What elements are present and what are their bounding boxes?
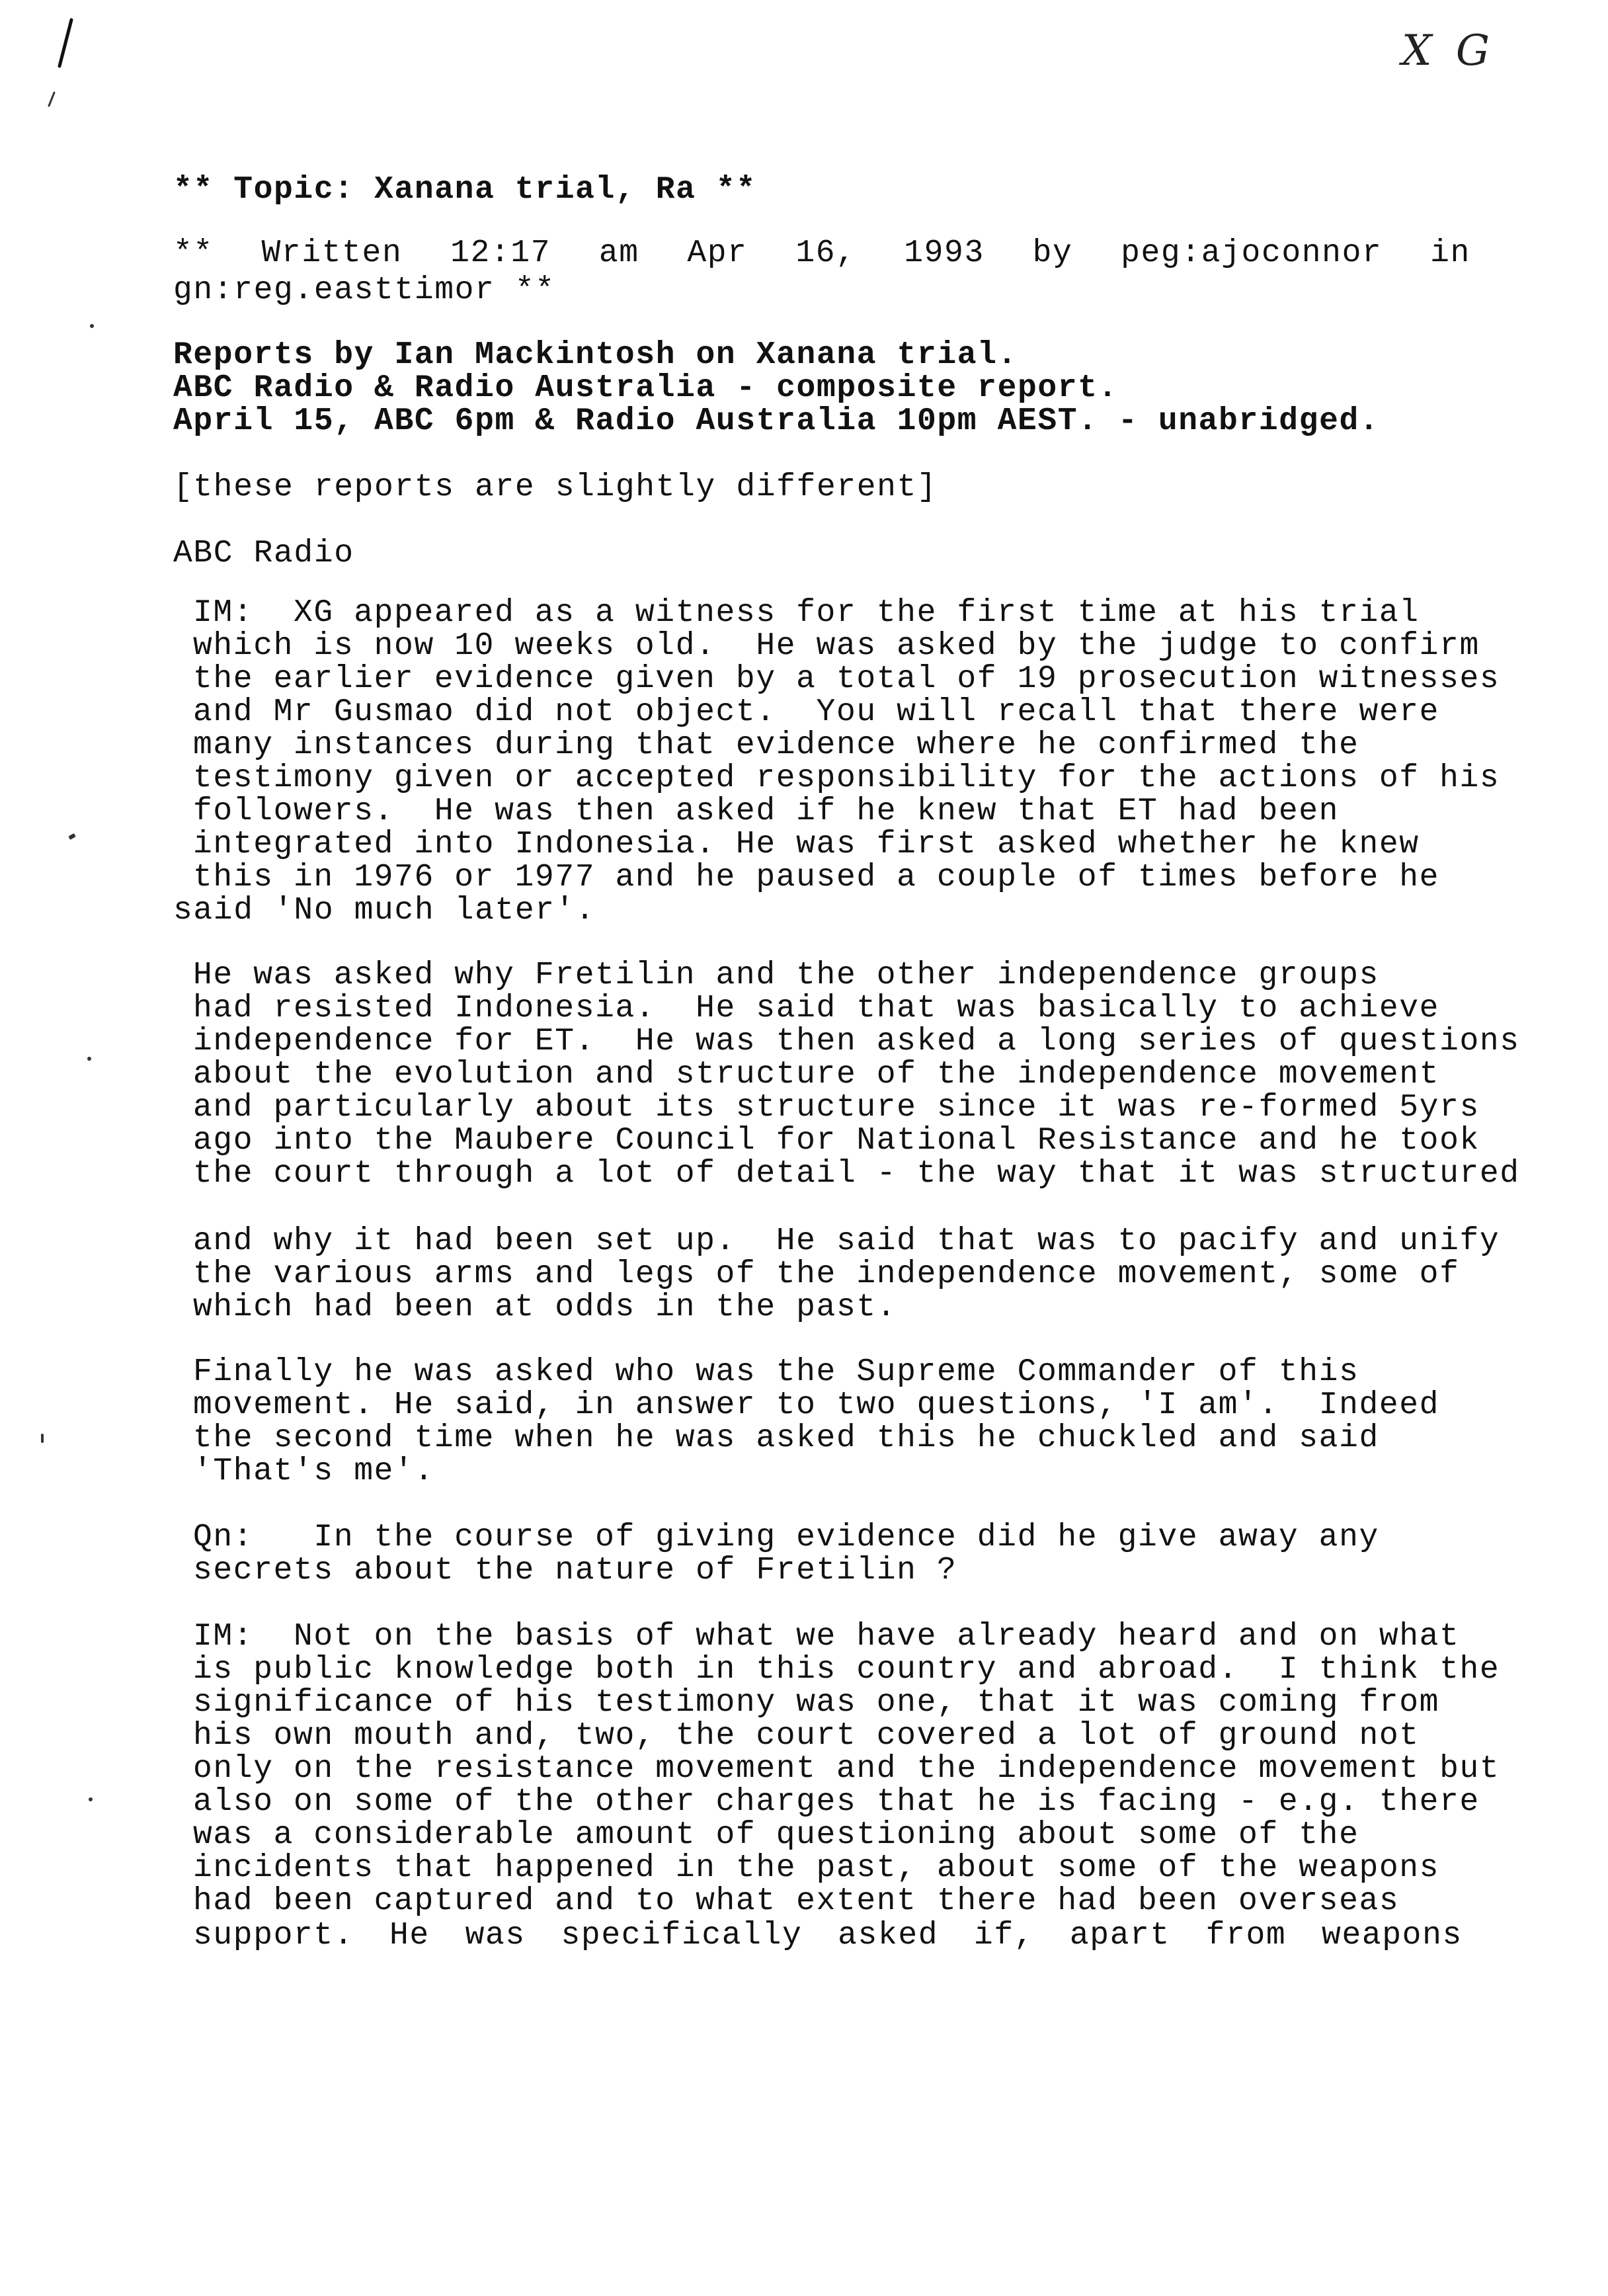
written-line-word: am [598, 235, 639, 271]
written-line-word: Written [261, 235, 403, 271]
margin-speck [68, 833, 76, 840]
p5-line: significance of his testimony was one, that it was coming from [193, 1685, 1440, 1721]
p3-line: and why it had been set up. He said that was to pacify and unify [193, 1223, 1500, 1259]
p5-line: was a considerable amount of questioning about some of the [193, 1817, 1359, 1853]
topic-line: ** Topic: Xanana trial, Ra ** [173, 172, 756, 208]
p1-line: said 'No much later'. [173, 893, 596, 928]
paragraph-5-last-line-word: He [389, 1918, 430, 1953]
margin-speck [87, 1057, 91, 1061]
p5-line: IM: Not on the basis of what we have already heard and on what [193, 1619, 1460, 1655]
p3-line: which had been at odds in the past. [193, 1290, 897, 1325]
p1-line: which is now 10 weeks old. He was asked by the judge to confirm [193, 628, 1480, 664]
p5-line: also on some of the other charges that he is facing - e.g. there [193, 1784, 1480, 1820]
p5-line: his own mouth and, two, the court covered a lot of ground not [193, 1718, 1420, 1754]
p2-line: independence for ET. He was then asked a long series of questions [193, 1024, 1520, 1059]
p1-line: and Mr Gusmao did not object. You will recall that there were [193, 694, 1440, 730]
written-line-continued: gn:reg.easttimor ** [173, 272, 555, 308]
written-line-word: in [1430, 235, 1470, 271]
intro-line-2: ABC Radio & Radio Australia - composite report. [173, 370, 1119, 406]
margin-speck [89, 1797, 93, 1801]
p5-line: had been captured and to what extent there had been overseas [193, 1883, 1400, 1919]
p2-line: ago into the Maubere Council for National Resistance and he took [193, 1123, 1480, 1159]
p4-line: movement. He said, in answer to two questions, 'I am'. Indeed [193, 1387, 1440, 1423]
p4-line: the second time when he was asked this he chuckled and said [193, 1420, 1379, 1456]
p2-line: and particularly about its structure since it was re-formed 5yrs [193, 1090, 1480, 1126]
written-line-word: ** [173, 235, 214, 271]
p2-line: He was asked why Fretilin and the other independence groups [193, 958, 1379, 993]
paragraph-5-last-line-word: asked [838, 1918, 939, 1953]
handwritten-slash-mark [40, 13, 79, 112]
written-line-word: 1993 [904, 235, 985, 271]
written-line-word: 12:17 [450, 235, 551, 271]
paragraph-5-last-line-word: specifically [561, 1918, 803, 1953]
written-line-word: by [1032, 235, 1073, 271]
paragraph-5-last-line-word: was [465, 1918, 526, 1953]
section-label: ABC Radio [173, 536, 354, 571]
paragraph-5-last-line-word: support. [193, 1918, 354, 1953]
p1-line: IM: XG appeared as a witness for the first time at his trial [193, 595, 1420, 631]
handwritten-initials: X G [1402, 26, 1496, 75]
p3-line: the various arms and legs of the independence movement, some of [193, 1256, 1460, 1292]
p5-line: only on the resistance movement and the independence movement but [193, 1751, 1500, 1787]
p1-line: followers. He was then asked if he knew that ET had been [193, 794, 1340, 829]
margin-speck [90, 324, 94, 328]
q1-line: secrets about the nature of Fretilin ? [193, 1553, 957, 1588]
p5-line: incidents that happened in the past, about some of the weapons [193, 1850, 1440, 1886]
paragraph-5-last-line-word: from [1205, 1918, 1287, 1953]
p5-line: is public knowledge both in this country and abroad. I think the [193, 1652, 1500, 1688]
intro-line-1: Reports by Ian Mackintosh on Xanana trial. [173, 337, 1018, 373]
written-line-word: 16, [795, 235, 856, 271]
margin-speck [41, 1434, 44, 1443]
paragraph-5-last-line-word: weapons [1322, 1918, 1463, 1953]
note-line: [these reports are slightly different] [173, 470, 938, 505]
p2-line: about the evolution and structure of the independence movement [193, 1057, 1440, 1092]
p1-line: integrated into Indonesia. He was first asked whether he knew [193, 827, 1420, 862]
written-line-word: Apr [687, 235, 748, 271]
written-line [173, 237, 1470, 270]
p2-line: the court through a lot of detail - the way that it was structured [193, 1156, 1520, 1192]
paragraph-5-last-line [193, 1919, 1463, 1952]
p4-line: 'That's me'. [193, 1454, 434, 1489]
intro-line-3: April 15, ABC 6pm & Radio Australia 10pm AEST. - unabridged. [173, 403, 1380, 439]
written-line-word: peg:ajoconnor [1121, 235, 1383, 271]
q1-line: Qn: In the course of giving evidence did he give away any [193, 1520, 1379, 1555]
paragraph-5-last-line-word: if, [973, 1918, 1035, 1953]
p4-line: Finally he was asked who was the Supreme Commander of this [193, 1354, 1359, 1390]
p2-line: had resisted Indonesia. He said that was basically to achieve [193, 991, 1440, 1026]
p1-line: the earlier evidence given by a total of 19 prosecution witnesses [193, 661, 1500, 697]
p1-line: this in 1976 or 1977 and he paused a couple of times before he [193, 860, 1440, 895]
paragraph-5-last-line-word: apart [1069, 1918, 1170, 1953]
p1-line: many instances during that evidence where he confirmed the [193, 727, 1359, 763]
p1-line: testimony given or accepted responsibility for the actions of his [193, 760, 1500, 796]
